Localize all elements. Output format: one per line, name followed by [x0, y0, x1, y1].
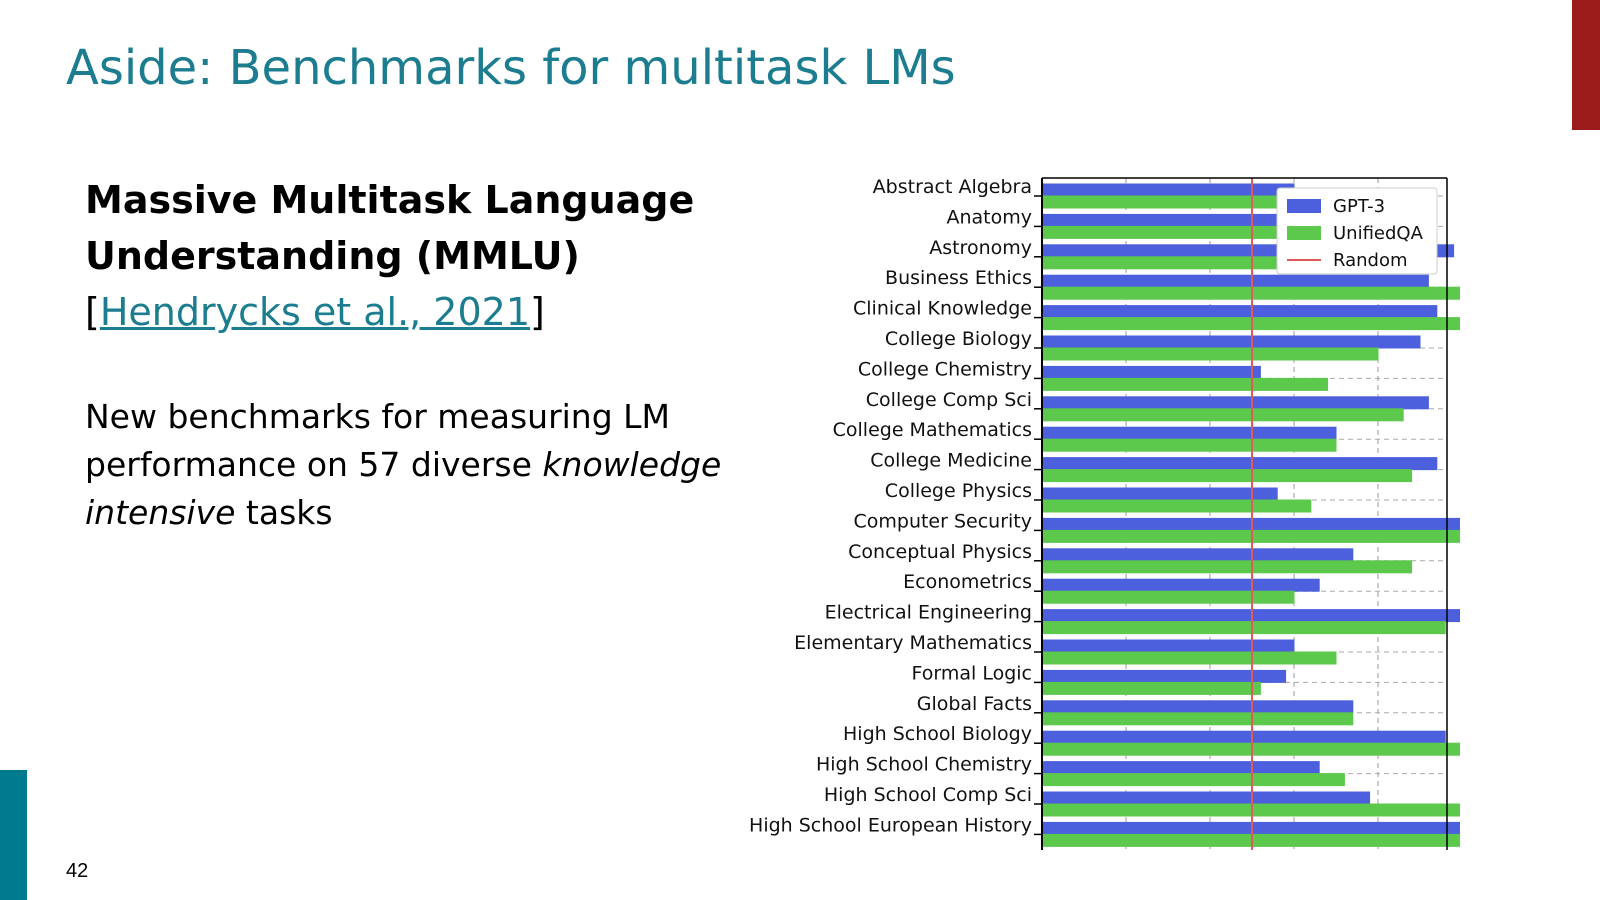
bar-gpt-3-college-comp-sci [1042, 397, 1428, 409]
bar-unifiedqa-college-mathematics [1042, 439, 1336, 451]
y-tick-label: Abstract Algebra [872, 176, 1032, 198]
y-tick-label: College Medicine [870, 449, 1032, 472]
bar-gpt-3-college-physics [1042, 488, 1277, 500]
body-text-emphasis: knowledge intensive [85, 445, 722, 532]
mmlu-bar-chart [740, 170, 1460, 860]
bar-unifiedqa-college-comp-sci [1042, 409, 1403, 421]
legend-swatch-unifiedqa [1287, 226, 1321, 240]
left-accent-bar [0, 770, 27, 900]
y-tick-label: Elementary Mathematics [794, 632, 1032, 654]
bar-unifiedqa-high-school-chemistry [1042, 774, 1344, 786]
body-text [85, 393, 745, 537]
y-tick-label: College Mathematics [832, 419, 1032, 442]
y-tick-label: Clinical Knowledge [853, 297, 1032, 320]
bar-gpt-3-high-school-comp-sci [1042, 792, 1370, 804]
y-tick-label: Astronomy [929, 236, 1032, 259]
y-tick-label: Computer Security [853, 510, 1032, 533]
y-tick-label: Electrical Engineering [824, 601, 1032, 624]
bar-unifiedqa-global-facts [1042, 713, 1353, 725]
y-tick-label: High School European History [749, 814, 1032, 837]
y-tick-label: Anatomy [946, 206, 1032, 229]
y-tick-label: Econometrics [903, 571, 1032, 594]
citation-close-bracket: ] [530, 290, 545, 334]
y-tick-label: High School Biology [843, 723, 1032, 746]
y-tick-label: High School Chemistry [815, 753, 1032, 776]
bar-gpt-3-high-school-biology [1042, 731, 1445, 743]
bar-gpt-3-formal-logic [1042, 670, 1286, 682]
citation [85, 284, 545, 340]
bar-gpt-3-high-school-chemistry [1042, 762, 1319, 774]
citation-open-bracket: [ [85, 290, 100, 334]
bar-gpt-3-college-medicine [1042, 458, 1437, 470]
bar-unifiedqa-college-physics [1042, 500, 1311, 512]
y-tick-label: Global Facts [916, 692, 1032, 715]
page-number: 42 [66, 860, 89, 882]
body-text-part2: tasks [235, 493, 333, 532]
legend-label-random: Random [1333, 250, 1408, 271]
y-tick-label: College Chemistry [857, 358, 1032, 381]
legend-label-unifiedqa: UnifiedQA [1333, 223, 1423, 244]
bar-unifiedqa-college-chemistry [1042, 378, 1328, 390]
y-tick-label: College Biology [884, 328, 1032, 350]
y-tick-label: High School Comp Sci [823, 784, 1032, 806]
bar-gpt-3-econometrics [1042, 579, 1319, 591]
bar-unifiedqa-electrical-engineering [1042, 622, 1445, 634]
bar-gpt-3-college-mathematics [1042, 427, 1336, 439]
body-text-part1: New benchmarks for measuring LM performance on 57 diverse [85, 397, 671, 484]
legend-label-gpt-3: GPT-3 [1333, 196, 1386, 217]
y-tick-label: Business Ethics [885, 267, 1032, 290]
bar-unifiedqa-formal-logic [1042, 682, 1260, 694]
bar-unifiedqa-conceptual-physics [1042, 561, 1412, 573]
citation-link[interactable]: Hendrycks et al., 2021 [99, 290, 531, 334]
bar-gpt-3-college-chemistry [1042, 366, 1260, 378]
legend-swatch-gpt-3 [1287, 199, 1321, 213]
y-tick-label: Conceptual Physics [848, 540, 1032, 563]
bar-unifiedqa-abstract-algebra [1042, 196, 1286, 208]
bar-gpt-3-conceptual-physics [1042, 549, 1353, 561]
bar-gpt-3-global-facts [1042, 701, 1353, 713]
corner-accent-bar [1572, 0, 1600, 130]
bar-gpt-3-college-biology [1042, 336, 1420, 348]
y-tick-label: College Comp Sci [865, 388, 1032, 411]
slide-title: Aside: Benchmarks for multitask LMs [66, 40, 956, 96]
bar-gpt-3-abstract-algebra [1042, 184, 1294, 196]
bar-gpt-3-elementary-mathematics [1042, 640, 1294, 652]
bar-gpt-3-clinical-knowledge [1042, 306, 1437, 318]
bar-unifiedqa-econometrics [1042, 591, 1294, 603]
y-tick-label: College Physics [884, 480, 1032, 502]
bar-unifiedqa-college-medicine [1042, 470, 1412, 482]
bar-gpt-3-business-ethics [1042, 275, 1428, 287]
bar-unifiedqa-elementary-mathematics [1042, 652, 1336, 664]
bar-unifiedqa-college-biology [1042, 348, 1378, 360]
section-heading: Massive Multitask Language Understanding (MMLU) [85, 178, 695, 278]
y-tick-label: Formal Logic [911, 662, 1032, 685]
